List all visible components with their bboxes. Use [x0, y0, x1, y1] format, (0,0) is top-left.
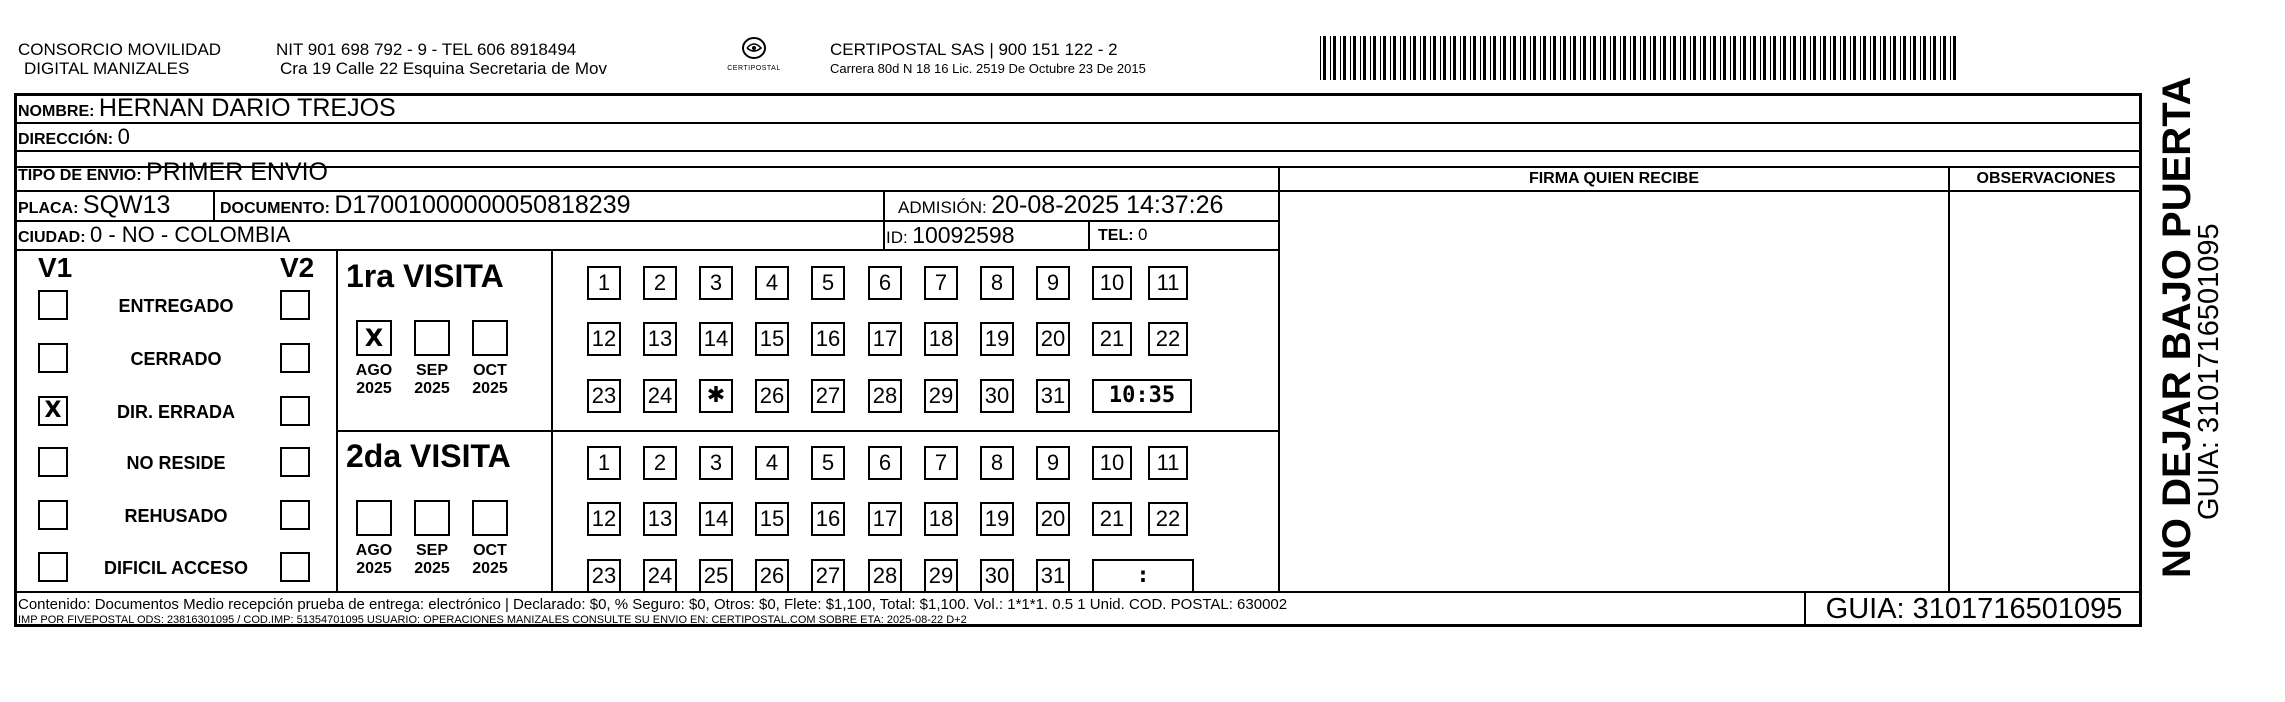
day-cell[interactable]: 3 [699, 446, 733, 480]
barcode-bar [1740, 36, 1741, 80]
ciudad-label: CIUDAD: [18, 229, 86, 246]
month-checkbox[interactable]: X [356, 320, 392, 356]
barcode-bar [1870, 36, 1871, 80]
v2-checkbox[interactable] [280, 552, 310, 582]
year-label: 2025 [356, 560, 392, 577]
month-checkbox[interactable] [414, 320, 450, 356]
barcode-bar [1820, 36, 1821, 80]
day-cell[interactable]: 15 [755, 322, 789, 356]
status-label: DIR. ERRADA [116, 402, 235, 422]
day-cell[interactable]: 12 [587, 502, 621, 536]
barcode-bar [1473, 36, 1476, 80]
barcode-bar [1590, 36, 1591, 80]
barcode-bar [1843, 36, 1846, 80]
carrier-info-line: CERTIPOSTAL SAS | 900 151 122 - 2 [830, 40, 1118, 59]
documento-label: DOCUMENTO: [220, 200, 330, 217]
barcode-bar [1713, 36, 1716, 80]
day-cell[interactable]: 21 [1092, 502, 1132, 536]
barcode-bar [1503, 36, 1506, 80]
year-label: 2025 [414, 560, 450, 577]
barcode-bar [1463, 36, 1466, 80]
day-cell[interactable]: 26 [755, 379, 789, 413]
nombre-row [18, 94, 396, 126]
barcode-bar [1363, 36, 1366, 80]
barcode-bar [1580, 36, 1581, 80]
barcode-bar [1353, 36, 1356, 80]
day-cell[interactable]: 23 [587, 379, 621, 413]
barcode-bar [1800, 36, 1801, 80]
day-cell[interactable]: 24 [643, 379, 677, 413]
v1-header: V1 [38, 252, 73, 283]
barcode-bar [1523, 36, 1526, 80]
barcode-bar [1720, 36, 1721, 80]
v2-checkbox[interactable] [280, 290, 310, 320]
barcode-bar [1413, 36, 1416, 80]
day-cell[interactable]: 11 [1148, 446, 1188, 480]
day-cell[interactable]: 21 [1092, 322, 1132, 356]
v1-checkbox[interactable] [38, 552, 68, 582]
barcode-bar [1703, 36, 1706, 80]
day-cell[interactable]: 7 [924, 446, 958, 480]
barcode-bar [1693, 36, 1696, 80]
side-warning-title: NO DEJAR BAJO PUERTA [2155, 76, 2199, 578]
status-label: DIFICIL ACCESO [103, 558, 248, 578]
admision-value: 20-08-2025 14:37:26 [991, 191, 1224, 219]
barcode-bar [1753, 36, 1756, 80]
year-label: 2025 [356, 380, 392, 397]
barcode-bar [1903, 36, 1906, 80]
barcode-bar [1760, 36, 1761, 80]
day-cell[interactable]: 8 [980, 446, 1014, 480]
barcode-bar [1390, 36, 1391, 80]
visit-title: 1ra VISITA [346, 258, 504, 294]
barcode-bar [1810, 36, 1811, 80]
day-cell[interactable]: 24 [643, 559, 677, 593]
certipostal-logo-icon [740, 36, 768, 60]
barcode-bar [1620, 36, 1621, 80]
barcode-bar [1940, 36, 1941, 80]
barcode-bar [1323, 36, 1326, 80]
carrier-info-line: Carrera 80d N 18 16 Lic. 2519 De Octubre 23 De 2015 [830, 61, 1146, 76]
barcode-bar [1950, 36, 1951, 80]
barcode-bar [1630, 36, 1631, 80]
day-cell[interactable]: 9 [1036, 266, 1070, 300]
barcode-bar [1890, 36, 1891, 80]
barcode-bar [1440, 36, 1441, 80]
barcode-bar [1683, 36, 1686, 80]
day-cell[interactable]: 1 [587, 446, 621, 480]
v2-checkbox[interactable] [280, 500, 310, 530]
barcode-bar [1370, 36, 1371, 80]
direccion-row [18, 124, 130, 153]
admision-cell [898, 191, 1223, 223]
barcode-bar [1423, 36, 1426, 80]
barcode-bar [1430, 36, 1431, 80]
year-label: 2025 [414, 380, 450, 397]
month-label: SEP [415, 362, 448, 379]
status-label: NO RESIDE [126, 453, 226, 473]
ciudad-cell [18, 221, 290, 252]
status-label: ENTREGADO [118, 296, 234, 316]
barcode-bar [1763, 36, 1766, 80]
barcode-bar [1743, 36, 1746, 80]
barcode-bar [1513, 36, 1516, 80]
barcode-bar [1553, 36, 1556, 80]
carrier-info [830, 40, 1146, 78]
barcode-bar [1570, 36, 1571, 80]
day-cell[interactable]: 14 [699, 502, 733, 536]
tel-value: 0 [1138, 225, 1148, 244]
id-cell [886, 221, 1015, 253]
month-checkbox[interactable] [356, 500, 392, 536]
day-cell[interactable]: 8 [980, 266, 1014, 300]
sender-info-line: Cra 19 Calle 22 Esquina Secretaria de Mov [280, 59, 607, 78]
month-checkbox[interactable] [414, 500, 450, 536]
barcode-bar [1710, 36, 1711, 80]
barcode-bar [1733, 36, 1736, 80]
v1-checkbox[interactable] [38, 447, 68, 477]
v1-checkbox[interactable] [38, 290, 68, 320]
barcode-bar [1863, 36, 1866, 80]
v1-checkbox[interactable] [38, 500, 68, 530]
barcode-bar [1383, 36, 1386, 80]
day-cell[interactable]: 26 [755, 559, 789, 593]
v1-checkbox[interactable]: X [38, 396, 68, 426]
day-cell[interactable]: 28 [868, 379, 902, 413]
barcode-bar [1773, 36, 1776, 80]
barcode-bar [1470, 36, 1471, 80]
certipostal-logo [724, 36, 784, 73]
logo-text: CERTIPOSTAL [727, 65, 781, 72]
day-cell[interactable]: 27 [811, 559, 845, 593]
barcode-bar [1723, 36, 1726, 80]
firma-header: FIRMA QUIEN RECIBE [1528, 170, 1700, 187]
month-label: AGO [355, 542, 393, 559]
barcode-bar [1493, 36, 1496, 80]
barcode-bar [1873, 36, 1876, 80]
barcode-bar [1700, 36, 1701, 80]
barcode-bar [1880, 36, 1881, 80]
barcode-bar [1690, 36, 1691, 80]
barcode-bar [1610, 36, 1611, 80]
day-cell[interactable]: 13 [643, 502, 677, 536]
barcode-bar [1330, 36, 1331, 80]
month-label: OCT [473, 542, 507, 559]
month-label: AGO [355, 362, 393, 379]
barcode-bar [1593, 36, 1596, 80]
barcode-bar [1453, 36, 1456, 80]
day-cell[interactable]: 4 [755, 446, 789, 480]
barcode-bar [1350, 36, 1351, 80]
barcode-bar [1793, 36, 1796, 80]
day-cell[interactable]: 30 [980, 559, 1014, 593]
sender-info [276, 40, 607, 78]
barcode-bar [1853, 36, 1856, 80]
day-cell[interactable]: 14 [699, 322, 733, 356]
day-cell[interactable]: 20 [1036, 502, 1070, 536]
barcode-bar [1783, 36, 1786, 80]
day-cell[interactable]: 13 [643, 322, 677, 356]
barcode-bar [1400, 36, 1401, 80]
month-label: OCT [473, 362, 507, 379]
barcode-bar [1670, 36, 1671, 80]
tel-label: TEL: [1098, 227, 1134, 244]
barcode-bar [1450, 36, 1451, 80]
day-cell[interactable]: 20 [1036, 322, 1070, 356]
day-cell[interactable]: 10 [1092, 266, 1132, 300]
day-cell[interactable]: 18 [924, 502, 958, 536]
barcode-bar [1813, 36, 1816, 80]
barcode-bar [1533, 36, 1536, 80]
year-label: 2025 [472, 380, 508, 397]
barcode-bar [1923, 36, 1926, 80]
barcode-bar [1803, 36, 1806, 80]
barcode-bar [1573, 36, 1576, 80]
barcode-bar [1483, 36, 1486, 80]
id-label: ID: [886, 228, 908, 247]
day-cell[interactable]: 31 [1036, 559, 1070, 593]
barcode-bar [1653, 36, 1656, 80]
ciudad-value: 0 - NO - COLOMBIA [90, 222, 291, 247]
sender-info-line: NIT 901 698 792 - 9 - TEL 606 8918494 [276, 40, 577, 59]
barcode-bar [1730, 36, 1731, 80]
barcode-bar [1920, 36, 1921, 80]
barcode-bar [1393, 36, 1396, 80]
day-cell-marked[interactable]: ✱ [699, 379, 733, 413]
barcode-bar [1770, 36, 1771, 80]
month-label: SEP [415, 542, 448, 559]
barcode [1320, 36, 1965, 80]
day-cell[interactable]: 22 [1148, 322, 1188, 356]
v1-checkbox[interactable] [38, 343, 68, 373]
day-cell[interactable]: 23 [587, 559, 621, 593]
footer-guia: GUIA: 3101716501095 [1825, 593, 2123, 625]
barcode-bar [1913, 36, 1916, 80]
barcode-bar [1340, 36, 1341, 80]
barcode-bar [1343, 36, 1346, 80]
barcode-bar [1443, 36, 1446, 80]
barcode-bar [1673, 36, 1676, 80]
side-guia: GUIA: 3101716501095 [2193, 223, 2225, 520]
documento-value: D17001000000050818239 [334, 191, 631, 219]
id-value: 10092598 [912, 222, 1015, 248]
barcode-bar [1373, 36, 1376, 80]
observaciones-header: OBSERVACIONES [1976, 170, 2116, 187]
barcode-bar [1860, 36, 1861, 80]
day-cell[interactable]: 7 [924, 266, 958, 300]
barcode-bar [1360, 36, 1361, 80]
direccion-label: DIRECCIÓN: [18, 131, 114, 148]
barcode-bar [1830, 36, 1831, 80]
time-field[interactable]: 10:35 [1092, 379, 1192, 413]
day-cell[interactable]: 3 [699, 266, 733, 300]
barcode-bar [1490, 36, 1491, 80]
barcode-bar [1500, 36, 1501, 80]
day-cell[interactable]: 19 [980, 502, 1014, 536]
barcode-bar [1680, 36, 1681, 80]
barcode-bar [1623, 36, 1626, 80]
day-cell[interactable]: 5 [811, 266, 845, 300]
barcode-bar [1480, 36, 1481, 80]
status-label: REHUSADO [124, 506, 228, 526]
sender-name-line: CONSORCIO MOVILIDAD [18, 40, 222, 59]
barcode-bar [1583, 36, 1586, 80]
documento-cell [220, 191, 631, 223]
barcode-bar [1600, 36, 1601, 80]
barcode-bar [1750, 36, 1751, 80]
barcode-bar [1510, 36, 1511, 80]
barcode-bar [1550, 36, 1551, 80]
observaciones-area[interactable] [1950, 192, 2142, 590]
month-checkbox[interactable] [472, 320, 508, 356]
day-cell[interactable]: 27 [811, 379, 845, 413]
barcode-bar [1663, 36, 1666, 80]
barcode-bar [1643, 36, 1646, 80]
day-cell[interactable]: 22 [1148, 502, 1188, 536]
barcode-bar [1403, 36, 1406, 80]
placa-cell [18, 191, 170, 223]
day-cell[interactable]: 16 [811, 502, 845, 536]
barcode-bar [1660, 36, 1661, 80]
barcode-bar [1520, 36, 1521, 80]
day-cell[interactable]: 4 [755, 266, 789, 300]
tipo-envio-value: PRIMER ENVIO [146, 158, 329, 186]
barcode-bar [1910, 36, 1911, 80]
day-cell[interactable]: 19 [980, 322, 1014, 356]
day-cell[interactable]: 9 [1036, 446, 1070, 480]
day-cell[interactable]: 2 [643, 446, 677, 480]
day-cell[interactable]: 25 [699, 559, 733, 593]
day-cell[interactable]: 17 [868, 502, 902, 536]
day-cell[interactable]: 17 [868, 322, 902, 356]
barcode-bar [1933, 36, 1936, 80]
day-cell[interactable]: 16 [811, 322, 845, 356]
sender-name [18, 40, 221, 78]
barcode-bar [1790, 36, 1791, 80]
tipo-envio-label: TIPO DE ENVIO: [18, 167, 142, 184]
month-checkbox[interactable] [472, 500, 508, 536]
sender-name-line: DIGITAL MANIZALES [24, 59, 190, 78]
day-cell[interactable]: 12 [587, 322, 621, 356]
footer-info-line: IMP POR FIVEPOSTAL ODS: 23816301095 / COD.IMP: 51354701095 USUARIO: OPERACIONES MANIZALES CONSULTE SU ENVIO EN: CERTIPOSTAL.COM SOBRE ETA: 2025-08-22 D+2 [18, 614, 967, 626]
day-cell[interactable]: 18 [924, 322, 958, 356]
day-cell[interactable]: 6 [868, 446, 902, 480]
barcode-bar [1540, 36, 1541, 80]
firma-area[interactable] [1280, 192, 1948, 590]
barcode-image [1320, 36, 1965, 80]
time-field[interactable]: : [1092, 559, 1194, 593]
barcode-bar [1930, 36, 1931, 80]
nombre-value: HERNAN DARIO TREJOS [98, 94, 396, 122]
barcode-bar [1780, 36, 1781, 80]
day-cell[interactable]: 1 [587, 266, 621, 300]
day-cell[interactable]: 31 [1036, 379, 1070, 413]
barcode-bar [1433, 36, 1436, 80]
barcode-bar [1900, 36, 1901, 80]
day-cell[interactable]: 2 [643, 266, 677, 300]
day-cell[interactable]: 28 [868, 559, 902, 593]
placa-value: SQW13 [82, 191, 171, 219]
barcode-bar [1530, 36, 1531, 80]
barcode-bar [1460, 36, 1461, 80]
day-cell[interactable]: 11 [1148, 266, 1188, 300]
day-cell[interactable]: 29 [924, 559, 958, 593]
status-label: CERRADO [130, 349, 222, 369]
barcode-bar [1560, 36, 1561, 80]
tipo-envio-row [18, 157, 328, 191]
barcode-bar [1410, 36, 1411, 80]
barcode-bar [1563, 36, 1566, 80]
barcode-bar [1640, 36, 1641, 80]
admision-label: ADMISIÓN: [898, 198, 987, 217]
v2-checkbox[interactable] [280, 343, 310, 373]
nombre-label: NOMBRE: [18, 103, 95, 120]
barcode-bar [1420, 36, 1421, 80]
barcode-bar [1833, 36, 1836, 80]
day-cell[interactable]: 15 [755, 502, 789, 536]
barcode-bar [1840, 36, 1841, 80]
day-cell[interactable]: 6 [868, 266, 902, 300]
barcode-bar [1823, 36, 1826, 80]
day-cell[interactable]: 30 [980, 379, 1014, 413]
direccion-value: 0 [117, 124, 130, 149]
barcode-bar [1883, 36, 1886, 80]
day-cell[interactable]: 29 [924, 379, 958, 413]
day-cell[interactable]: 10 [1092, 446, 1132, 480]
barcode-bar [1380, 36, 1381, 80]
barcode-bar [1953, 36, 1956, 80]
placa-label: PLACA: [18, 200, 79, 217]
barcode-bar [1650, 36, 1651, 80]
footer-content-line: Contenido: Documentos Medio recepción prueba de entrega: electrónico | Declarado: $0, % Seguro: $0, Otros: $0, Flete: $1,100, Total: $1,100. Vol.: 1*1*1. 0.5 1 Unid. COD. POSTAL: 630002 [18, 596, 1288, 613]
barcode-bar [1633, 36, 1636, 80]
barcode-bar [1893, 36, 1896, 80]
barcode-bar [1543, 36, 1546, 80]
barcode-bar [1333, 36, 1336, 80]
v2-checkbox[interactable] [280, 396, 310, 426]
barcode-bar [1320, 36, 1321, 80]
tel-cell [1098, 221, 1147, 250]
barcode-bar [1943, 36, 1946, 80]
barcode-bar [1603, 36, 1606, 80]
barcode-bar [1613, 36, 1616, 80]
visit-title: 2da VISITA [346, 438, 511, 474]
day-cell[interactable]: 5 [811, 446, 845, 480]
v2-checkbox[interactable] [280, 447, 310, 477]
v2-header: V2 [280, 252, 315, 283]
year-label: 2025 [472, 560, 508, 577]
barcode-bar [1850, 36, 1851, 80]
